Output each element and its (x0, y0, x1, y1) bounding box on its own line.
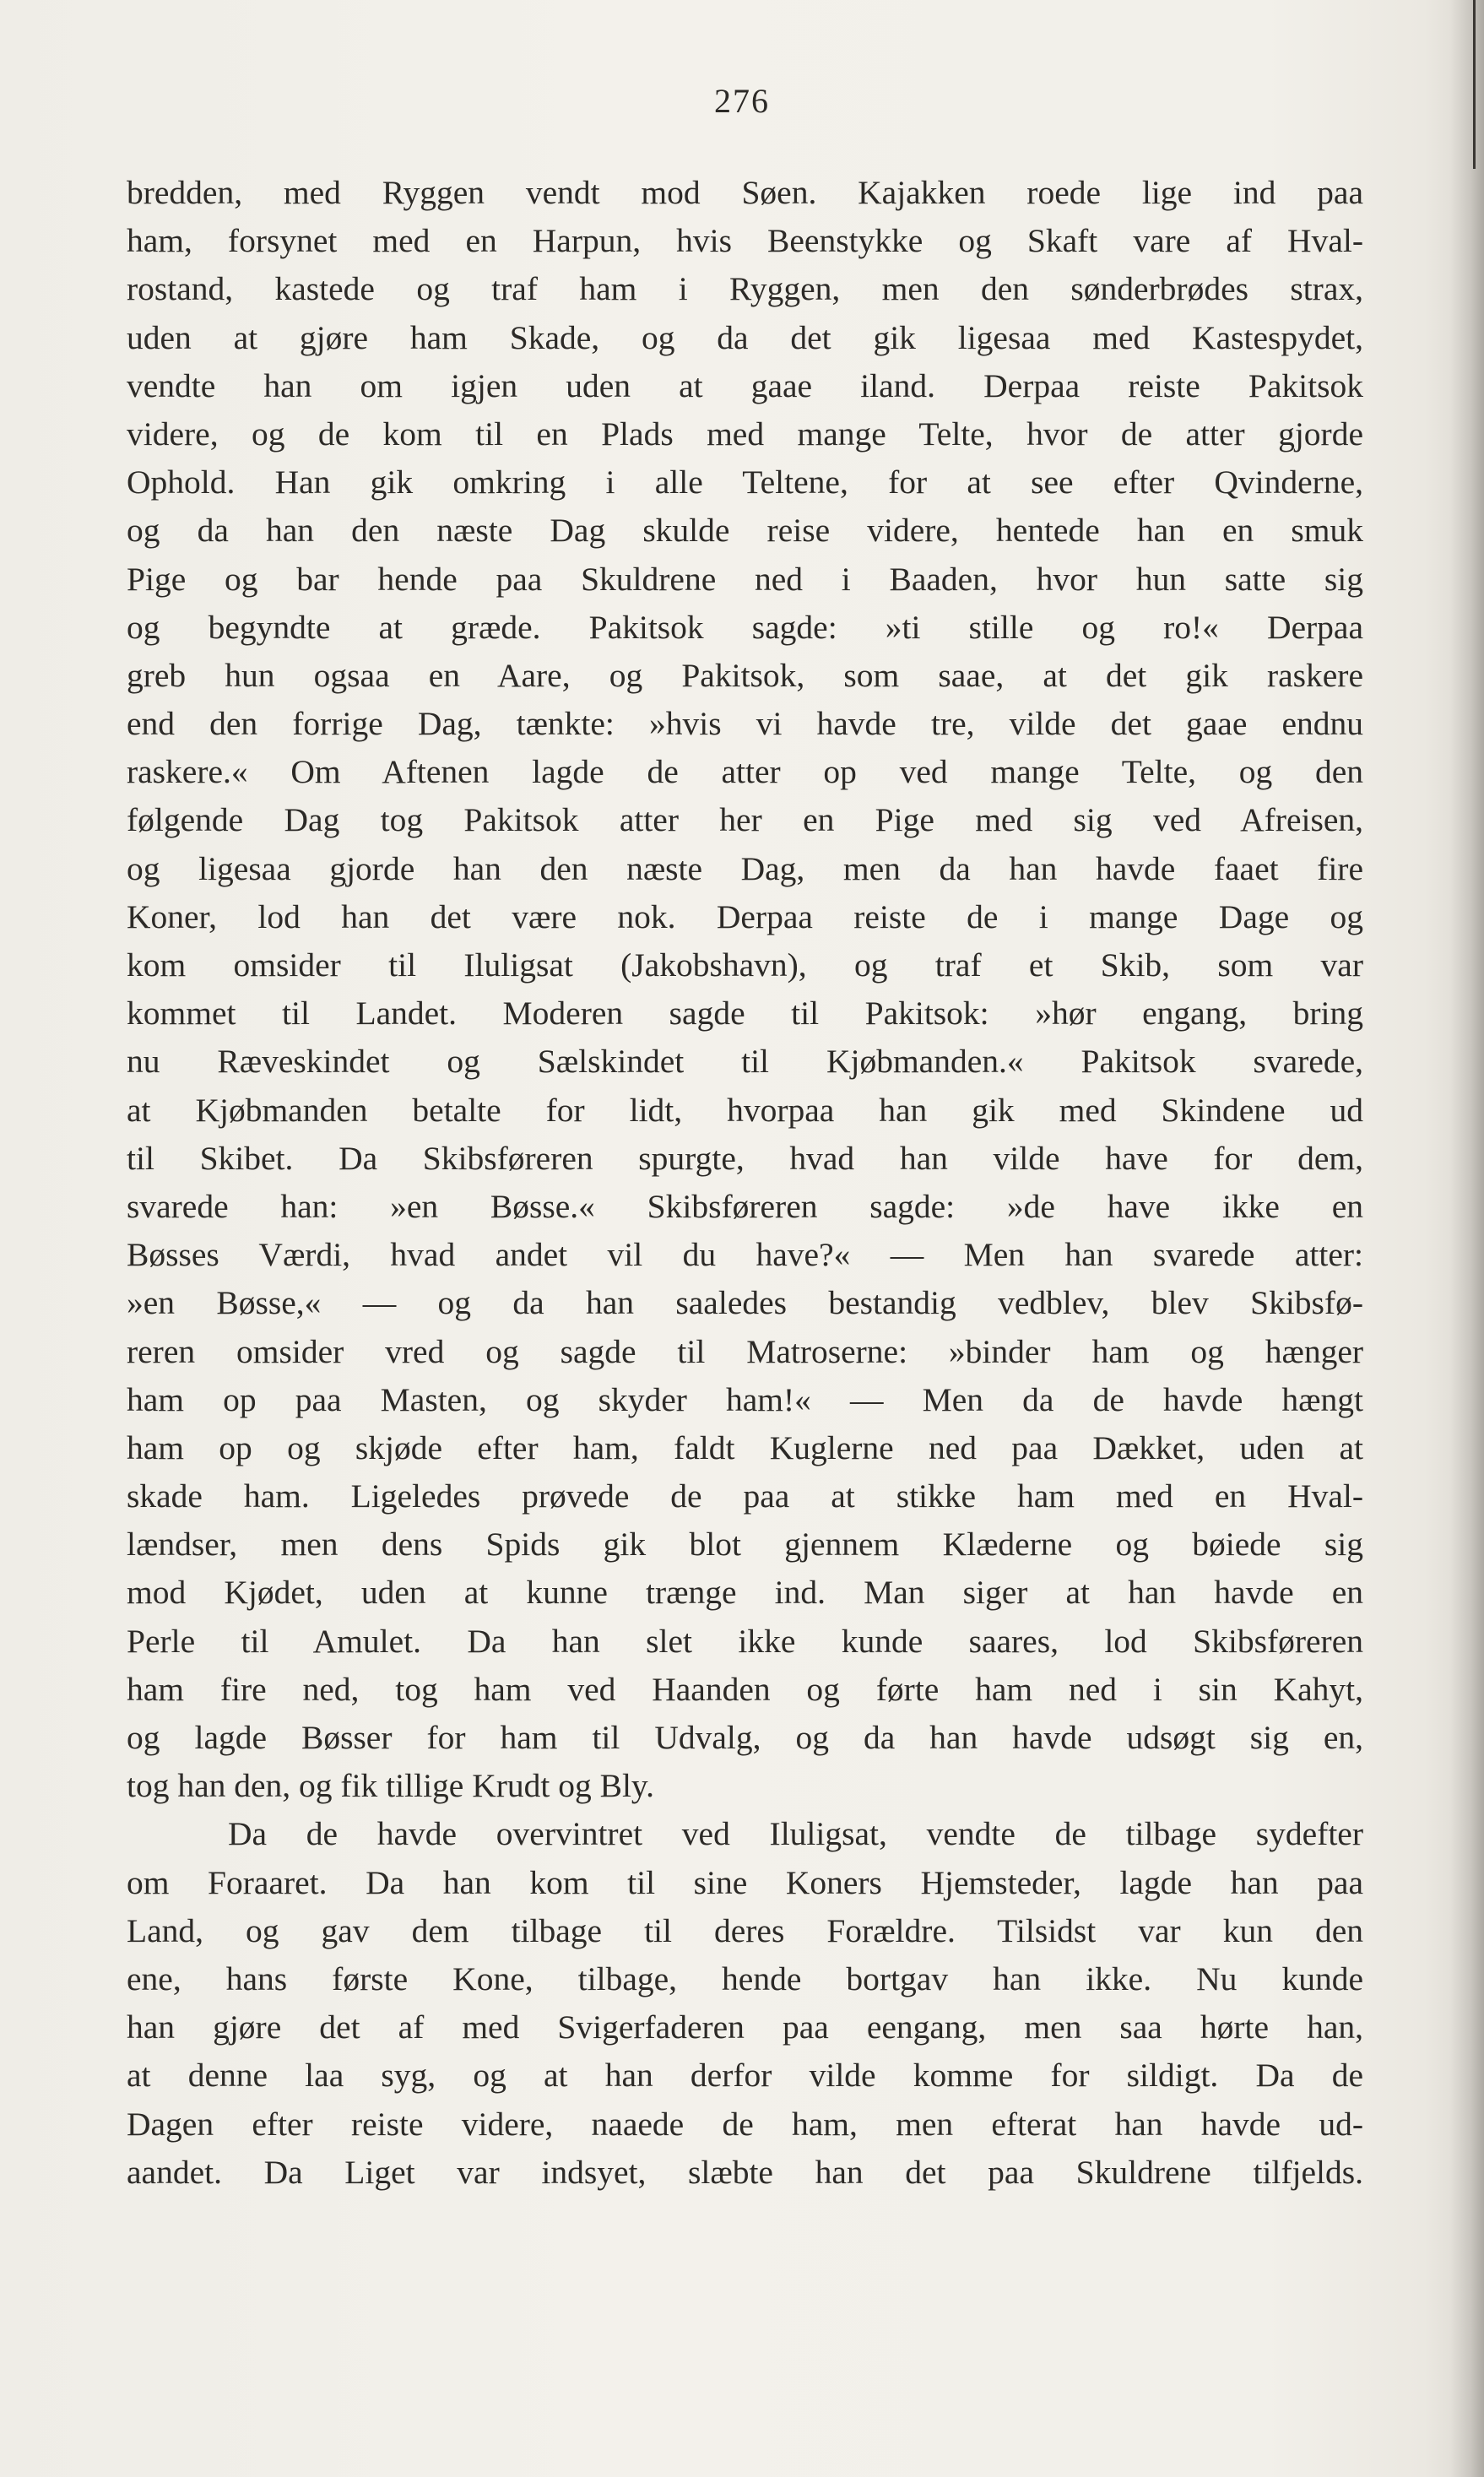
text-line: Perle til Amulet. Da han slet ikke kunde saares, lod Skibsføreren (127, 1622, 1363, 1660)
page-number: 276 (714, 82, 770, 120)
text-line: lændser, men dens Spids gik blot gjennem Klæderne og bøiede sig (127, 1526, 1363, 1564)
text-line: ham op paa Masten, og skyder ham!« — Men da de havde hængt (127, 1380, 1363, 1418)
text-line: ham, forsynet med en Harpun, hvis Beenstykke og Skaft vare af Hval- (127, 222, 1363, 260)
text-line: Da de havde overvintret ved Iluligsat, vendte de tilbage sydefter (228, 1815, 1363, 1853)
text-line: aandet. Da Liget var indsyet, slæbte han det paa Skuldrene tilfjelds. (127, 2153, 1363, 2191)
text-line: Land, og gav dem tilbage til deres Forældre. Tilsidst var kun den (127, 1911, 1363, 1949)
text-line: mod Kjødet, uden at kunne trænge ind. Man siger at han havde en (127, 1574, 1363, 1612)
text-line: ham fire ned, tog ham ved Haanden og førte ham ned i sin Kahyt, (127, 1670, 1363, 1708)
text-line: rostand, kastede og traf ham i Ryggen, men den sønderbrødes strax, (127, 270, 1363, 308)
text-line: at Kjøbmanden betalte for lidt, hvorpaa han gik med Skindene ud (127, 1091, 1363, 1129)
text-line: kommet til Landet. Moderen sagde til Pakitsok: »hør engang, bring (127, 995, 1363, 1033)
text-line: end den forrige Dag, tænkte: »hvis vi havde tre, vilde det gaae endnu (127, 705, 1363, 743)
text-line: kom omsider til Iluligsat (Jakobshavn), og traf et Skib, som var (127, 946, 1363, 984)
text-line: Dagen efter reiste videre, naaede de ham, men efterat han havde ud- (127, 2105, 1363, 2143)
text-line: at denne laa syg, og at han derfor vilde komme for sildigt. Da de (127, 2057, 1363, 2095)
text-line: Ophold. Han gik omkring i alle Teltene, for at see efter Qvinderne, (127, 463, 1363, 501)
text-line: videre, og de kom til en Plads med mange Telte, hvor de atter gjorde (127, 415, 1363, 453)
text-line: til Skibet. Da Skibsføreren spurgte, hvad han vilde have for dem, (127, 1139, 1363, 1177)
text-line: svarede han: »en Bøsse.« Skibsføreren sagde: »de have ikke en (127, 1187, 1363, 1225)
text-line: skade ham. Ligeledes prøvede de paa at stikke ham med en Hval- (127, 1477, 1363, 1515)
text-line: ham op og skjøde efter ham, faldt Kuglerne ned paa Dækket, uden at (127, 1428, 1363, 1466)
text-line: Pige og bar hende paa Skuldrene ned i Baaden, hvor hun satte sig (127, 560, 1363, 598)
text-line: Bøsses Værdi, hvad andet vil du have?« — Men han svarede atter: (127, 1236, 1363, 1274)
text-line: tog han den, og fik tillige Krudt og Bly. (127, 1767, 654, 1805)
text-line: vendte han om igjen uden at gaae iland. Derpaa reiste Pakitsok (127, 366, 1363, 404)
text-line: greb hun ogsaa en Aare, og Pakitsok, som saae, at det gik raskere (127, 656, 1363, 694)
page-edge-shadow (1450, 0, 1484, 2477)
text-line: følgende Dag tog Pakitsok atter her en Pige med sig ved Afreisen, (127, 801, 1363, 839)
text-line: raskere.« Om Aftenen lagde de atter op ved mange Telte, og den (127, 753, 1363, 791)
text-line: han gjøre det af med Svigerfaderen paa eengang, men saa hørte han, (127, 2008, 1363, 2046)
text-line: og ligesaa gjorde han den næste Dag, men da han havde faaet fire (127, 849, 1363, 887)
text-line: nu Ræveskindet og Sælskindet til Kjøbmanden.« Pakitsok svarede, (127, 1043, 1363, 1081)
text-line: om Foraaret. Da han kom til sine Koners Hjemsteder, lagde han paa (127, 1863, 1363, 1901)
text-line: og begyndte at græde. Pakitsok sagde: »ti stille og ro!« Derpaa (127, 608, 1363, 646)
text-line: »en Bøsse,« — og da han saaledes bestandig vedblev, blev Skibsfø- (127, 1284, 1363, 1322)
body-text (127, 169, 1363, 2197)
text-line: bredden, med Ryggen vendt mod Søen. Kajakken roede lige ind paa (127, 174, 1363, 211)
text-line: reren omsider vred og sagde til Matroserne: »binder ham og hænger (127, 1332, 1363, 1370)
text-line: og lagde Bøsser for ham til Udvalg, og da han havde udsøgt sig en, (127, 1719, 1363, 1756)
text-line: ene, hans første Kone, tilbage, hende bortgav han ikke. Nu kunde (127, 1959, 1363, 1997)
text-line: Koner, lod han det være nok. Derpaa reiste de i mange Dage og (127, 897, 1363, 935)
text-line: og da han den næste Dag skulde reise videre, hentede han en smuk (127, 512, 1363, 550)
text-line: uden at gjøre ham Skade, og da det gik ligesaa med Kastespydet, (127, 318, 1363, 356)
